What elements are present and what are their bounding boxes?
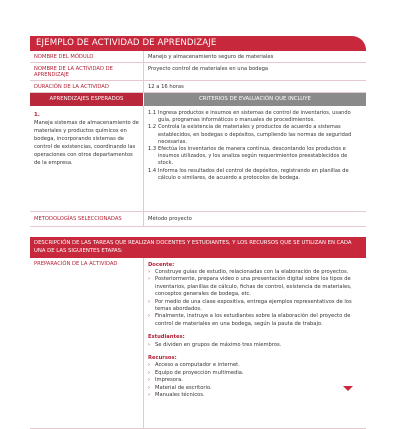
methodology-row: [30, 212, 366, 227]
criterion-text: Ingresa productos e insumos en sistemas de control de inventarios, usando guía, programas informáticos o manuales de procedimientos.: [158, 110, 351, 124]
list-item: › Se dividen en grupos de máximo tres miembros.: [148, 341, 282, 348]
list-item: › Material de escritorio.: [148, 384, 212, 391]
table-header: [30, 93, 366, 106]
list-item: › Posteriormente, prepara video o una presentación digital sobre los tipos de inventarios, planillas de cálculo, fichas de control, existencia de materiales, conceptos generales de bodega, etc.: [148, 276, 352, 298]
list-item: › Finalmente, instruye a los estudiantes sobre la elaboración del proyecto de control de materiales en una bodega, según la pauta de trabajo.: [148, 313, 351, 327]
criterion: [148, 124, 362, 146]
bullet-icon: ›: [148, 377, 151, 384]
students-heading: Estudiantes:: [148, 334, 185, 341]
description-banner: DESCRIPCIÓN DE LAS TAREAS QUE REALIZAN DOCENTES Y ESTUDIANTES, Y LOS RECURSOS QUE SE UTILIZAN EN CADA UNA DE LAS SIGUIENTES ETAPAS:: [30, 237, 366, 258]
bullet-icon: ›: [148, 392, 151, 398]
learning-cell: [30, 106, 144, 211]
methodology-label: METODOLOGÍAS SELECCIONADAS: [30, 212, 144, 226]
criterion-number: 1.1: [148, 110, 157, 116]
methodology-value: Método proyecto: [148, 216, 192, 222]
bullet-icon: ›: [148, 369, 151, 376]
criteria-cell: [144, 106, 366, 211]
criterion-text: Controla la existencia de materiales y productos de acuerdo a sistemas establecidos, en bodegas o depósitos, cumpliendo las normas de seguridad necesarias.: [158, 124, 352, 145]
criterion-number: 1.3: [148, 146, 157, 153]
criterion-text: Efectúa los inventarios de manera continua, descontando los productos e insumos utilizados, y los analiza según requerimientos preestablecidos de stock.: [158, 146, 348, 167]
list-item: › Por medio de una clase expositiva, entrega ejemplos representativos de los temas abordados.: [148, 298, 352, 312]
criterion-number: 1.4: [148, 167, 157, 174]
expected-header: APRENDIZAJES ESPERADOS: [30, 93, 144, 106]
preparation-row: [30, 258, 366, 429]
resources-heading: Recursos:: [148, 354, 177, 361]
duration-value: 12 a 16 horas: [148, 83, 184, 90]
criterion: [148, 146, 362, 168]
list-item: › Equipo de proyección multimedia.: [148, 369, 244, 376]
info-row-duration: [30, 81, 366, 93]
info-row-module: [30, 51, 366, 63]
bullet-icon: ›: [148, 298, 151, 305]
criterion-number: 1.2: [148, 124, 157, 131]
page-title: EJEMPLO DE ACTIVIDAD DE APRENDIZAJE: [36, 38, 217, 48]
learning-text: Maneja sistemas de almacenamiento de materiales y productos químicos en bodega, incorporando sistemas de control de existencias, coordinando las operaciones con otros departamentos de la empresa.: [34, 120, 139, 166]
info-row-activity: [30, 63, 366, 81]
bullet-icon: ›: [148, 341, 151, 348]
activity-sheet: [30, 36, 366, 429]
learning-number: 1.: [34, 112, 40, 118]
bullet-icon: ›: [148, 384, 151, 391]
module-label: NOMBRE DEL MÓDULO: [30, 51, 144, 62]
bullet-icon: ›: [148, 362, 151, 369]
docente-heading: Docente:: [148, 261, 175, 268]
list-item: › Manuales técnicos.: [148, 392, 205, 398]
criterion-text: Informa los resultados del control de depósitos, registrando en planillas de cálculo o similares, de acuerdo a protocolos de bodega.: [158, 167, 349, 181]
bullet-icon: ›: [148, 313, 151, 320]
preparation-label: PREPARACIÓN DE LA ACTIVIDAD: [30, 258, 144, 428]
bullet-icon: ›: [148, 268, 151, 275]
continue-arrow-icon: [343, 386, 353, 391]
activity-label: NOMBRE DE LA ACTIVIDAD DE APRENDIZAJE: [30, 63, 144, 80]
preparation-content: [144, 258, 366, 428]
module-value: Manejo y almacenamiento seguro de materiales: [148, 53, 274, 60]
list-item: › Construye guías de estudio, relacionadas con la elaboración de proyectos.: [148, 268, 349, 275]
activity-value: Proyecto control de materiales en una bodega: [148, 65, 269, 72]
criterion: [148, 168, 362, 182]
title-banner: [30, 36, 366, 51]
duration-label: DURACIÓN DE LA ACTIVIDAD: [30, 81, 144, 92]
bullet-icon: ›: [148, 276, 151, 283]
criteria-header: CRITERIOS DE EVALUACIÓN QUE INCLUYE: [144, 93, 366, 106]
list-item: › Impresora.: [148, 377, 183, 384]
list-item: › Acceso a computador e internet.: [148, 362, 240, 369]
learning-row: [30, 106, 366, 212]
criterion: [148, 110, 362, 124]
